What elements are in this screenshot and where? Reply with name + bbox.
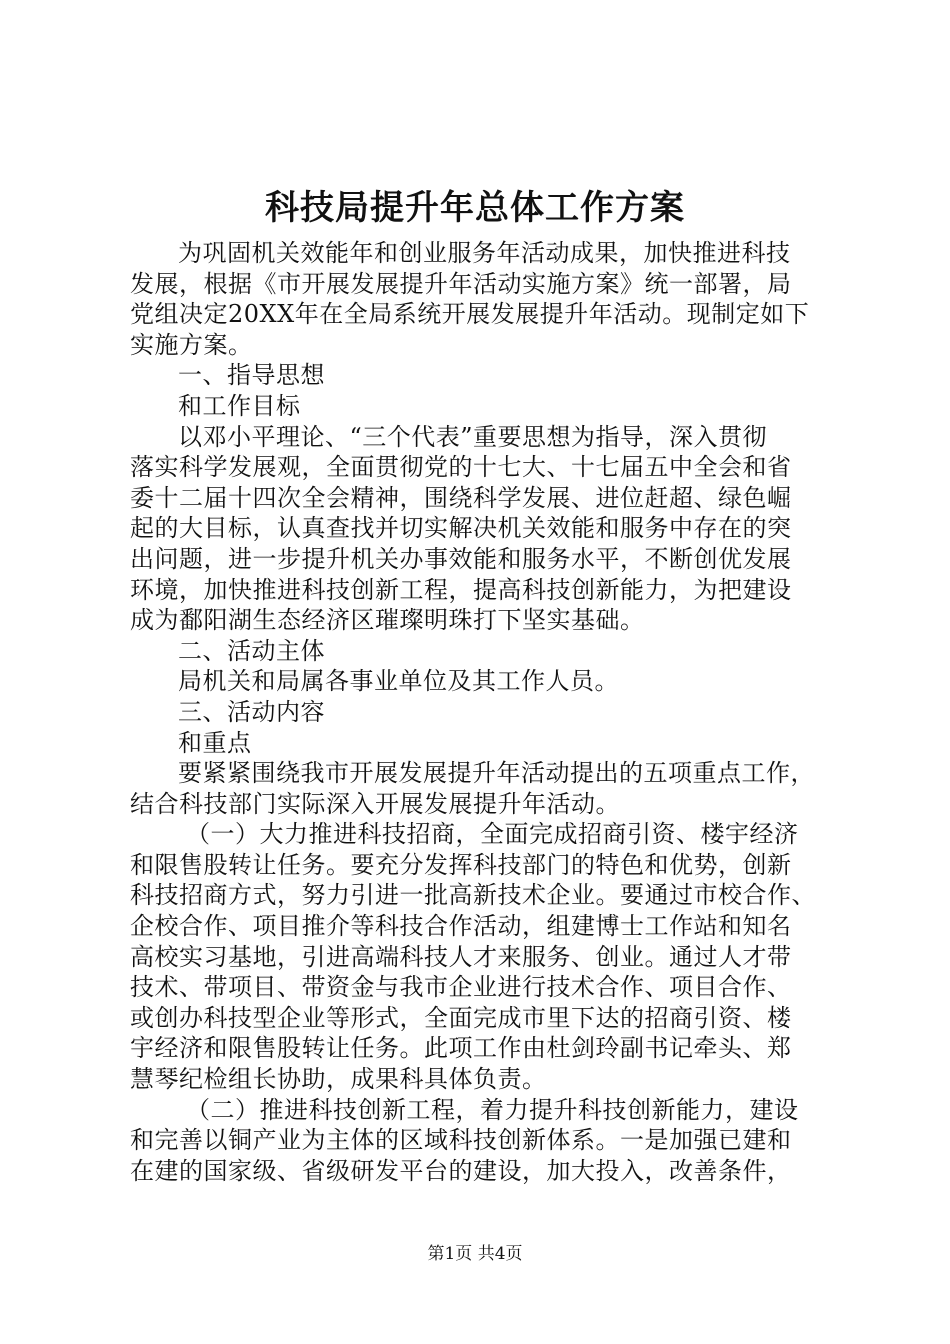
text-line: 委十二届十四次全会精神，围绕科学发展、进位赶超、绿色崛 <box>130 483 792 512</box>
text-line: 党组决定20XX年在全局系统开展发展提升年活动。现制定如下 <box>130 300 810 329</box>
page-footer: 第1页 共4页 <box>427 1244 523 1264</box>
text-line: 要紧紧围绕我市开展发展提升年活动提出的五项重点工作， <box>178 759 815 788</box>
text-line: 发展，根据《市开展发展提升年活动实施方案》统一部署，局 <box>130 269 792 298</box>
text-line: 实施方案。 <box>130 330 253 359</box>
text-line: 科技招商方式，努力引进一批高新技术企业。要通过市校合作、 <box>130 881 816 910</box>
text-line: 和完善以铜产业为主体的区域科技创新体系。一是加强已建和 <box>130 1126 792 1155</box>
text-line: 在建的国家级、省级研发平台的建设，加大投入，改善条件， <box>130 1156 792 1185</box>
text-line: 宇经济和限售股转让任务。此项工作由杜剑玲副书记牵头、郑 <box>130 1034 792 1063</box>
text-line: 结合科技部门实际深入开展发展提升年活动。 <box>130 789 620 818</box>
text-line: 以邓小平理论、“三个代表”重要思想为指导，深入贯彻 <box>178 422 768 451</box>
text-line: 高校实习基地，引进高端科技人才来服务、创业。通过人才带 <box>130 942 792 971</box>
text-line: 出问题，进一步提升机关办事效能和服务水平，不断创优发展 <box>130 544 792 573</box>
text-line: 一、指导思想 <box>178 361 325 390</box>
text-line: 或创办科技型企业等形式，全面完成市里下达的招商引资、楼 <box>130 1003 792 1032</box>
text-line: 慧琴纪检组长协助，成果科具体负责。 <box>130 1065 547 1094</box>
text-line: 成为鄱阳湖生态经济区璀璨明珠打下坚实基础。 <box>130 606 645 635</box>
text-line: 起的大目标，认真查找并切实解决机关效能和服务中存在的突 <box>130 514 792 543</box>
document-title: 科技局提升年总体工作方案 <box>265 188 685 228</box>
text-line: 技术、带项目、带资金与我市企业进行技术合作、项目合作、 <box>130 973 792 1002</box>
text-line: 和工作目标 <box>178 391 301 420</box>
text-line: 和限售股转让任务。要充分发挥科技部门的特色和优势，创新 <box>130 850 792 879</box>
text-line: 环境，加快推进科技创新工程，提高科技创新能力，为把建设 <box>130 575 792 604</box>
text-line: 企校合作、项目推介等科技合作活动，组建博士工作站和知名 <box>130 912 792 941</box>
text-line: 二、活动主体 <box>178 636 325 665</box>
text-line: 和重点 <box>178 728 252 757</box>
text-line: 落实科学发展观，全面贯彻党的十七大、十七届五中全会和省 <box>130 453 792 482</box>
text-line: （一）大力推进科技招商，全面完成招商引资、楼宇经济 <box>186 820 799 849</box>
text-line: 三、活动内容 <box>178 697 325 726</box>
document-body <box>130 238 828 1186</box>
text-line: 局机关和局属各事业单位及其工作人员。 <box>178 667 619 696</box>
text-line: （二）推进科技创新工程，着力提升科技创新能力，建设 <box>186 1095 799 1124</box>
text-line: 为巩固机关效能年和创业服务年活动成果，加快推进科技 <box>178 239 791 267</box>
